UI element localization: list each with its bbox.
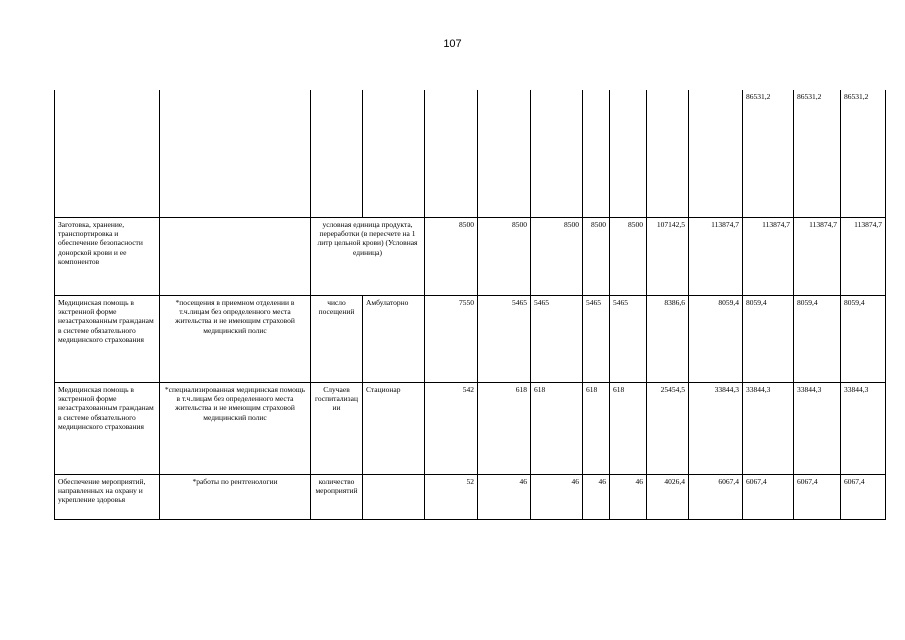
row-condition	[363, 474, 425, 519]
row-name	[55, 90, 160, 217]
value-cell	[531, 90, 583, 217]
row-name: Заготовка, хранение, транспортировка и обеспечение безопасности донорской крови и ее компонентов	[55, 217, 160, 295]
value-cell: 618	[610, 382, 647, 474]
value-cell: 8500	[478, 217, 531, 295]
value-cell: 107142,5	[647, 217, 689, 295]
row-unit: число посещений	[311, 295, 363, 382]
value-cell: 5465	[531, 295, 583, 382]
row-condition: Стационар	[363, 382, 425, 474]
table-row	[55, 295, 886, 382]
value-cell: 6067,4	[841, 474, 886, 519]
value-cell: 113874,7	[743, 217, 794, 295]
value-cell	[689, 90, 743, 217]
value-cell: 86531,2	[743, 90, 794, 217]
value-cell: 8059,4	[841, 295, 886, 382]
value-cell: 618	[531, 382, 583, 474]
value-cell: 8500	[583, 217, 610, 295]
row-description: *специализированная медицинская помощь в т.ч.лицам без определенного места жительства и не имеющим страховой медицинский полис	[160, 382, 311, 474]
value-cell: 113874,7	[689, 217, 743, 295]
value-cell: 8059,4	[689, 295, 743, 382]
value-cell: 5465	[583, 295, 610, 382]
value-cell: 8500	[425, 217, 478, 295]
row-description: *посещения в приемном отделении в т.ч.лицам без определенного места жительства и не имеющим страховой медицинский полис	[160, 295, 311, 382]
value-cell: 6067,4	[743, 474, 794, 519]
row-name: Медицинская помощь в экстренной форме незастрахованным гражданам в системе обязательного медицинского страхования	[55, 382, 160, 474]
value-cell: 46	[583, 474, 610, 519]
value-cell	[425, 90, 478, 217]
table-row	[55, 382, 886, 474]
table-row	[55, 217, 886, 295]
value-cell: 46	[610, 474, 647, 519]
value-cell: 33844,3	[689, 382, 743, 474]
value-cell: 113874,7	[841, 217, 886, 295]
row-description: *работы по рентгенологии	[160, 474, 311, 519]
value-cell: 25454,5	[647, 382, 689, 474]
value-cell: 86531,2	[794, 90, 841, 217]
value-cell	[647, 90, 689, 217]
value-cell: 86531,2	[841, 90, 886, 217]
budget-table	[54, 90, 886, 520]
value-cell: 33844,3	[841, 382, 886, 474]
row-condition	[363, 90, 425, 217]
row-name: Обеспечение мероприятий, направленных на охрану и укрепление здоровья	[55, 474, 160, 519]
row-description	[160, 217, 311, 295]
value-cell: 5465	[610, 295, 647, 382]
value-cell: 618	[583, 382, 610, 474]
row-description	[160, 90, 311, 217]
value-cell: 5465	[478, 295, 531, 382]
value-cell: 542	[425, 382, 478, 474]
row-unit: условная единица продукта, переработки (в пересчете на 1 литр цельной крови) (Условная единица)	[311, 217, 425, 295]
value-cell	[478, 90, 531, 217]
value-cell: 33844,3	[743, 382, 794, 474]
table-row	[55, 474, 886, 519]
row-unit: Случаев госпитализации	[311, 382, 363, 474]
value-cell: 8059,4	[743, 295, 794, 382]
value-cell: 4026,4	[647, 474, 689, 519]
value-cell: 46	[478, 474, 531, 519]
value-cell: 618	[478, 382, 531, 474]
table-row	[55, 90, 886, 217]
row-unit	[311, 90, 363, 217]
value-cell: 8500	[531, 217, 583, 295]
row-name: Медицинская помощь в экстренной форме незастрахованным гражданам в системе обязательного медицинского страхования	[55, 295, 160, 382]
value-cell: 7550	[425, 295, 478, 382]
row-condition: Амбулаторно	[363, 295, 425, 382]
value-cell: 6067,4	[794, 474, 841, 519]
value-cell: 8059,4	[794, 295, 841, 382]
value-cell	[583, 90, 610, 217]
value-cell: 6067,4	[689, 474, 743, 519]
value-cell: 33844,3	[794, 382, 841, 474]
row-unit: количество мероприятий	[311, 474, 363, 519]
value-cell: 46	[531, 474, 583, 519]
value-cell	[610, 90, 647, 217]
value-cell: 8500	[610, 217, 647, 295]
value-cell: 8386,6	[647, 295, 689, 382]
page-number: 107	[443, 38, 462, 50]
value-cell: 52	[425, 474, 478, 519]
value-cell: 113874,7	[794, 217, 841, 295]
